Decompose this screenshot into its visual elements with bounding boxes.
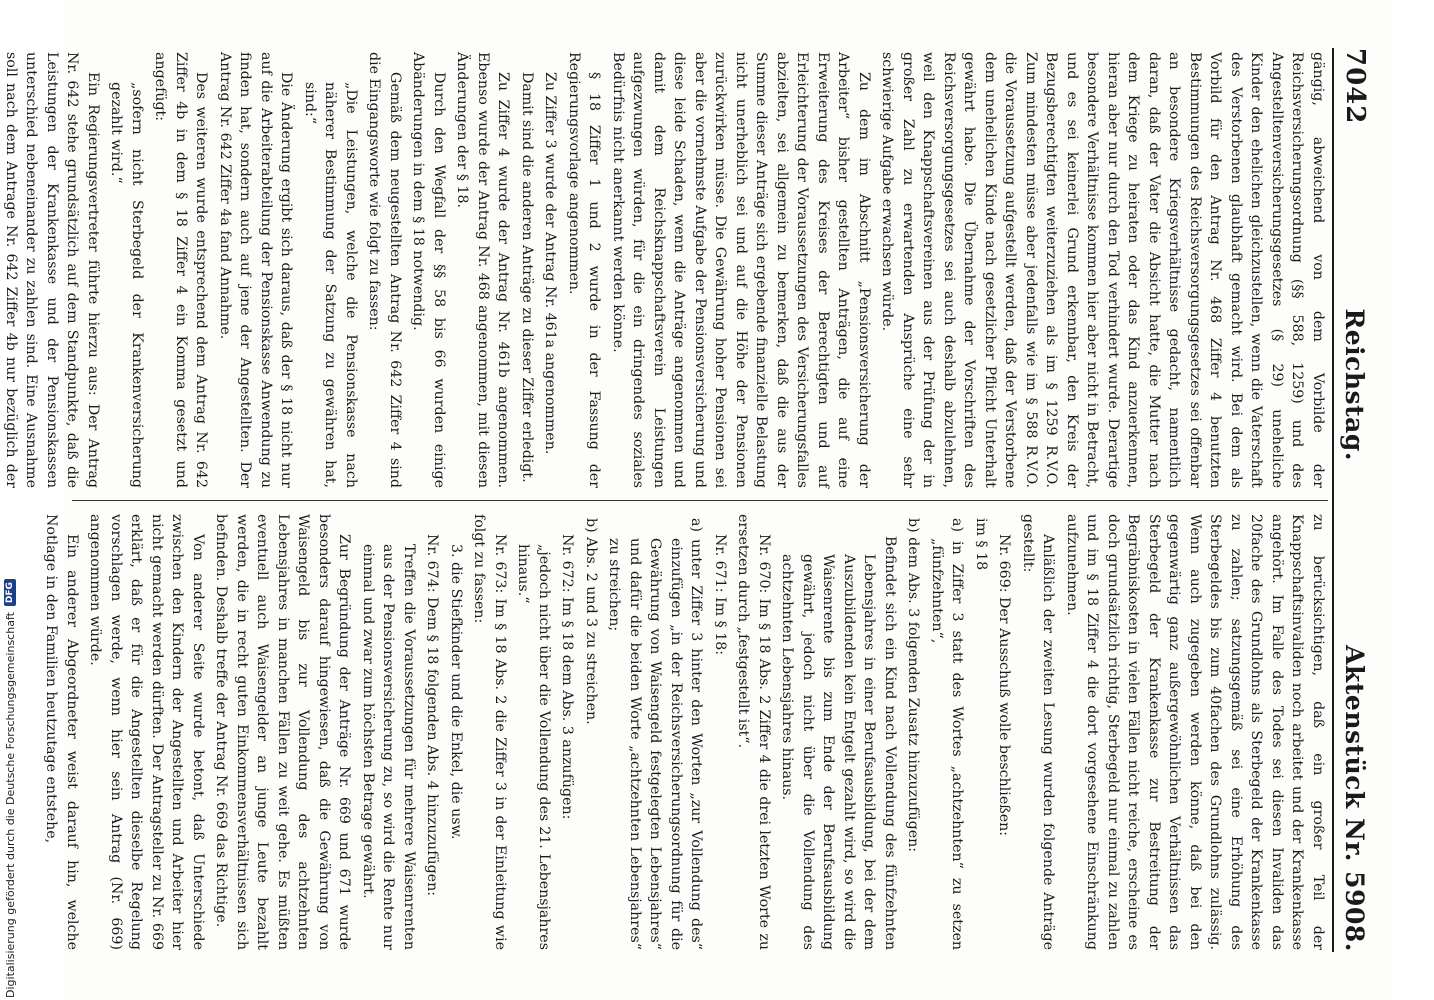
left-column: [3, 52, 1328, 488]
credit-bar: [0, 0, 24, 1000]
quoted-text: „jedoch nicht über die Vollendung des 21. Lebensjahres hinaus.“: [515, 544, 552, 950]
motion-heading: Nr. 671: Im § 18:: [712, 534, 728, 656]
paragraph: Zur Begründung der Anträge Nr. 669 und 671 wurde besonders darauf hingewiesen, daß die Gewährung von Waisengeld bis zur Vollendung des achtzehnten Lebensjahres in manchen Fällen zu weit gehe. Es müßten eventuell auch Waisengelder an junge Leute bezahlt werden, die in recht guten Einkommensverhältnissen sich befinden. Deshalb treffe der Antrag Nr. 669 das Richtige.: [213, 514, 353, 950]
column-separator: [72, 500, 1328, 501]
funding-credit: [0, 0, 24, 1000]
paragraph: gängig, abweichend von dem Vorbilde der Reichsversicherungsordnung (§§ 588, 1259) und des Angestelltenversicherungsgesetzes (§ 29) uneheliche Kinder den ehelichen gleichzustellen, wenn die Vaterschaft des Verstorbenen glaubhaft gemacht wird. Bei dem als Vorbild für den Antrag Nr. 468 Ziffer 4 benutzten Bestimmungen des Reichsversorgungsgesetzes sei offenbar an besondere Kriegsverhältnisse gedacht, namentlich daran, daß der Vater die Absicht hatte, die Mutter nach dem Kriege zu heiraten oder das Kind anzuerkennen, hieran aber nur durch den Tod verhindert wurde. Derartige besondere Verhältnisse kommen hier aber nicht in Betracht, und es sei keinerlei Grund erkennbar, den Kreis der Bezugsberechtigten weiterzuziehen als im § 1259 R.V.O. Zum mindesten müsse aber jedenfalls wie im § 588 R.V.O. die Voraussetzung aufgestellt werden, daß der Verstorbene dem unehelichen Kinde nach gesetzlicher Pflicht Unterhalt gewährt habe. Die Übernahme der Vorschriften des Reichsversorgungsgesetzes sei auch deshalb abzulehnen, weil den Knappschaftsvereinen aus der Prüfung der in großer Zahl zu erwartenden Ansprüche eine sehr schwierige Aufgabe erwachsen würde.: [879, 52, 1326, 488]
motion-heading: Nr. 670: Im § 18 Abs. 2 Ziffer 4 die drei letzten Worte zu ersetzen durch „festgestellt ist“.: [735, 514, 772, 950]
list-item: a) in Ziffer 3 statt des Wortes „achtzehnten“ zu setzen „fünfzehnten“,: [929, 518, 966, 950]
paragraph: Zu Ziffer 4 wurde der Antrag Nr. 461b angenommen. Ebenso wurde der Antrag Nr. 468 angenommen, mit diesen Änderungen der § 18.: [454, 52, 512, 488]
paragraph: Damit sind die anderen Anträge zu dieser Ziffer erledigt.: [519, 72, 535, 483]
motion-heading: Nr. 673: Im § 18 Abs. 2 die Ziffer 3 in der Einleitung wie folgt zu fassen:: [471, 514, 508, 950]
page-header: [1340, 48, 1384, 952]
page-number: 7042: [1340, 48, 1370, 125]
list-item: a) unter Ziffer 3 hinter den Worten „zur Vollendung des“ einzufügen „in der Reichsversicherungsordnung für die Gewährung von Waisengeld festgelegten Lebensjahres“ und dafür die beiden Worte „achtzehnten Lebensjahres“ zu streichen;: [606, 518, 705, 950]
list-item: Befindet sich ein Kind nach Vollendung des fünfzehnten Lebensjahres in einer Berufsausbildung, bei der dem Auszubildenden kein Entgelt gezahlt wird, so wird die Waisenrente bis zum Ende der Berufsausbildung gewährt, jedoch nicht über die Vollendung des achtzehnten Lebensjahres hinaus.: [779, 536, 898, 950]
credit-text: Digitalisierung gefördert durch die Deutsche Forschungsgemeinschaft: [3, 612, 17, 998]
paragraph: Ein Regierungsvertreter führte hierzu aus: Der Antrag Nr. 642 stehe grundsätzlich auf dem Standpunkte, daß die Leistungen der Krankenkasse und der Pensionskassen unterschied nebeneinander zu zahlen sind. Eine Ausnahme soll nach dem Antrage Nr. 642 Ziffer 4b nur bezüglich der: [3, 52, 101, 488]
paragraph: Durch den Wegfall der §§ 58 bis 66 wurden einige Abänderungen in dem § 18 notwendig.: [410, 52, 447, 488]
paragraph: Von anderer Seite wurde betont, daß Unterschiede zwischen den Kindern der Angestellten und Arbeiter hier nicht gemacht werden dürften. Der Antragsteller zu Nr. 669 erklärt, daß er für die Angestellten dieselbe Regelung vorschlagen werde, wenn hier sein Antrag (Nr. 669) angenommen würde.: [87, 514, 206, 950]
dfg-logo: DFG: [4, 579, 16, 606]
document-title: Aktenstück Nr. 5908.: [1340, 645, 1369, 952]
paragraph: Anläßlich der zweiten Lesung wurden folgende Anträge gestellt:: [1020, 514, 1057, 950]
quoted-text: „Die Leistungen, welche die Pensionskasse nach näherer Bestimmung der Satzung zu gewähren hat, sind:“: [302, 82, 359, 488]
paragraph: Gemäß dem neugestellten Antrag Nr. 642 Ziffer 4 sind die Eingangsworte wie folgt zu fassen:: [366, 52, 403, 488]
header-rule: [1332, 48, 1334, 952]
paragraph: Ein anderer Abgeordneter weist darauf hin, welche Notlage in den Familien heutzutage entstehe,: [43, 514, 80, 950]
paragraph: Des weiteren wurde entsprechend dem Antrag Nr. 642 Ziffer 4b in dem § 18 Ziffer 4 ein Komma gesetzt und angefügt:: [152, 52, 210, 488]
quoted-text: 3. die Stiefkinder und die Enkel, die usw.: [448, 544, 464, 840]
list-item: im § 18: [973, 518, 989, 571]
paragraph: zu berücksichtigen, daß ein großer Teil der Knappschaftsinvaliden noch arbeitet und der Krankenkasse angehört. Im Falle des Todes sei diesen Invaliden das 20fache des Grundlohns als Sterbegeld der Krankenkasse zu zahlen; satzungsgemäß sei eine Erhöhung des Sterbegeldes bis zum 40fachen des Grundlohns zulässig. Wenn auch zugegeben werden könne, daß bei den gegenwärtig ganz außergewöhnlichen Verhältnissen das Sterbegeld der Krankenkasse zur Bestreitung der Begräbniskosten in vielen Fällen nicht reiche, erscheine es doch grundsätzlich richtig, Sterbegeld nur einmal zu zahlen und im § 18 Ziffer 4 die dort vorgesehene Einschränkung aufzunehmen.: [1064, 514, 1326, 950]
paragraph: Zu Ziffer 3 wurde der Antrag Nr. 461a angenommen.: [542, 72, 559, 455]
motion-heading: Nr. 672: Im § 18 dem Abs. 3 anzufügen:: [559, 534, 576, 820]
right-column: [43, 514, 1328, 950]
list-item: b) dem Abs. 3 folgenden Zusatz hinzuzufügen:: [905, 518, 922, 853]
publication-title: Reichstag.: [1340, 308, 1369, 462]
motion-heading: Nr. 674: Dem § 18 folgenden Abs. 4 hinzuzufügen:: [424, 534, 441, 896]
paragraph: Die Änderung ergibt sich daraus, daß der § 18 nicht nur auf die Arbeiterabteilung der Pensionskasse Anwendung zu finden hat, sondern auch auf jene der Angestellten. Der Antrag Nr. 642 Ziffer 4a fand Annahme.: [217, 52, 295, 488]
motion-heading: Nr. 669: Der Ausschuß wolle beschließen:: [996, 534, 1013, 837]
list-item: b) Abs. 2 und 3 zu streichen.: [583, 518, 599, 725]
quoted-text: „sofern nicht Sterbegeld der Krankenversicherung gezahlt wird.“: [108, 82, 145, 488]
paragraph: § 18 Ziffer 1 und 2 wurde in der Fassung der Regierungsvorlage angenommen.: [566, 52, 603, 488]
quoted-text: Treffen die Voraussetzungen für mehrere Waisenrenten aus der Pensionsversicherung zu, so wird die Rente nur einmal und zwar zum höchsten Betrage gewährt.: [360, 544, 417, 950]
paragraph: Zu dem im Abschnitt „Pensionsversicherung der Arbeiter“ bisher gestellten Anträgen, die auf eine Erweiterung des Kreises der Berechtigten und auf Erleichterung der Voraussetzungen des Versicherungsfalles abzielten, sei allgemein zu bemerken, daß die aus der Summe dieser Anträge sich ergebende finanzielle Belastung nicht unerheblich sei und auf die Höhe der Pensionen zurückwirken müsse. Die Gewährung hoher Pensionen sei aber die vornehmste Aufgabe der Pensionsversicherung und diese leide Schaden, wenn die Anträge angenommen und damit dem Reichsknappschaftsverein Leistungen aufgezwungen würden, für die ein dringendes soziales Bedürfnis nicht anerkannt werden könne.: [610, 52, 872, 488]
